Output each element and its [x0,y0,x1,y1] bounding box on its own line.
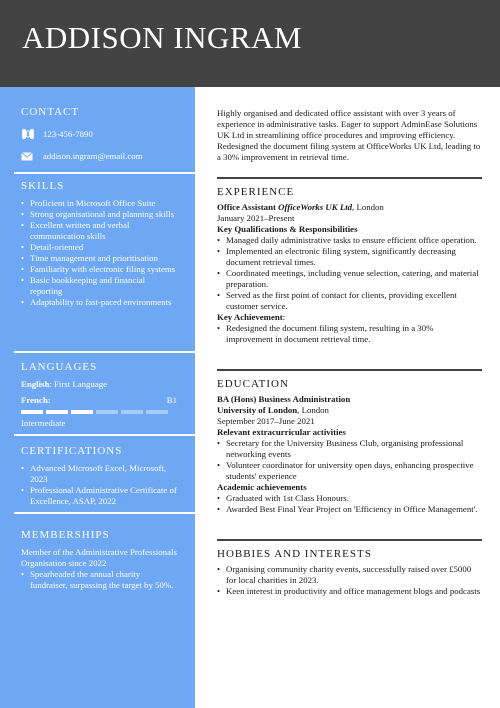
level-segment [71,410,93,414]
summary-section [217,108,482,163]
skills-title: SKILLS [21,180,65,192]
english-label: English [21,379,50,389]
skills-section [0,180,195,308]
experience-divider [217,369,482,371]
list-item: • Redesigned the document filing system, resulting in a 30% improvement in document retrieval time. [217,323,482,345]
email-row [21,146,177,166]
languages-section [0,361,195,429]
qualifications-heading [217,224,482,235]
university-line [217,405,482,416]
level-segment [46,410,68,414]
degree-text: BA (Hons) Business Administration [217,394,351,404]
contact-section [0,106,195,166]
level-segment [121,410,143,414]
summary-text: Highly organised and dedicated office assistant with over 3 years of experience in administrative tasks. Eager to support AdminEase Solutions UK Ltd in streamlining office procedures and improving efficiency. Redesigned the document filing system at OfficeWorks UK Ltd, leading to a 30% improvement in retrieval time. [217,108,481,162]
list-item: • Graduated with 1st Class Honours. [217,493,482,504]
phone-row [21,124,177,144]
education-dates: September 2017–June 2021 [217,416,315,426]
hobbies-list [217,564,482,597]
achievement-heading-text: Key Achievement [217,312,283,322]
memberships-title: MEMBERSHIPS [21,529,110,541]
qualifications-heading-text: Key Qualifications & Responsibilities [217,224,358,234]
skills-divider [14,351,195,353]
level-segment [21,410,43,414]
academic-heading-text: Academic achievements [217,482,307,492]
level-segment [96,410,118,414]
summary-divider [217,177,482,179]
degree [217,394,482,405]
education-section [217,378,482,515]
skills-list [21,198,177,308]
experience-title: EXPERIENCE [217,186,295,198]
list-item: • Volunteer coordinator for university open days, enhancing prospective students' experience [217,460,482,482]
list-item: • Excellent written and verbal communication skills [21,220,177,242]
experience-section [217,186,482,345]
academic-list [217,493,482,515]
university-location: , London [297,405,329,415]
academic-heading [217,482,482,493]
sidebar [0,87,195,708]
list-item: • Strong organisational and planning skills [21,209,177,220]
certifications-title: CERTIFICATIONS [21,445,123,457]
achievement-colon: : [282,312,286,322]
job-role: Office Assistant [217,202,279,212]
extracurricular-heading [217,427,482,438]
job-location: , London [352,202,384,212]
hobbies-title: HOBBIES AND INTERESTS [217,548,372,560]
envelope-icon [21,152,43,161]
list-item: • Proficient in Microsoft Office Suite [21,198,177,209]
achievement-heading [217,312,482,323]
list-item: • Organising community charity events, successfully raised over £5000 for local charities in 2023. [217,564,482,586]
university-name: University of London [217,405,298,415]
phone-number: 123-456-7890 [43,129,93,139]
french-level-bar [21,410,177,414]
phone-icon [21,128,43,140]
list-item: • Time management and prioritisation [21,253,177,264]
achievements-list [217,323,482,345]
list-item: • Served as the first point of contact for clients, providing excellent customer service. [217,290,482,312]
list-item: • Spearheaded the annual charity fundraiser, surpassing the target by 50%. [21,569,177,591]
memberships-list [21,569,177,591]
email-address[interactable]: addison.ingram@email.com [43,151,143,161]
language-english [21,379,177,390]
list-item: • Coordinated meetings, including venue selection, catering, and material preparation. [217,268,482,290]
candidate-name: ADDISON INGRAM [22,20,302,55]
certifications-section [0,445,195,507]
extracurricular-list [217,438,482,482]
list-item: • Familiarity with electronic filing systems [21,264,177,275]
memberships-section [0,529,195,591]
job-company: OfficeWorks UK Ltd [278,202,353,212]
languages-divider [14,434,195,436]
responsibilities-list [217,235,482,312]
french-level: B1 [166,395,177,405]
languages-title: LANGUAGES [21,361,98,373]
list-item: • Adaptability to fast-paced environments [21,297,177,308]
job-title-line [217,202,482,213]
job-dates: January 2021–Present [217,213,295,223]
list-item: • Basic bookkeeping and financial reporting [21,275,177,297]
certifications-list [21,463,177,507]
list-item: • Awarded Best Final Year Project on 'Efficiency in Office Management'. [217,504,482,515]
french-label: French: [21,395,51,405]
list-item: • Secretary for the University Business Club, organising professional networking events [217,438,482,460]
list-item: • Keen interest in productivity and office management blogs and podcasts [217,586,482,597]
hobbies-section [217,548,482,597]
education-divider [217,539,482,541]
contact-divider [14,172,195,174]
memberships-text: Member of the Administrative Professionals Organisation since 2022 [21,547,177,568]
certifications-divider [14,512,195,514]
list-item: • Advanced Microsoft Excel, Microsoft, 2023 [21,463,177,485]
education-title: EDUCATION [217,378,289,390]
list-item: • Managed daily administrative tasks to ensure efficient office operation. [217,235,482,246]
list-item: • Professional Administrative Certificate of Excellence, ASAP, 2022 [21,485,177,507]
header-banner [0,0,500,87]
extracurricular-heading-text: Relevant extracurricular activities [217,427,346,437]
level-segment [146,410,168,414]
french-desc: Intermediate [21,418,66,428]
list-item: • Detail-oriented [21,242,177,253]
language-french [21,395,177,406]
contact-title: CONTACT [21,106,80,118]
list-item: • Implemented an electronic filing system, significantly decreasing document retrieval times. [217,246,482,268]
english-value: : First Language [49,379,108,389]
